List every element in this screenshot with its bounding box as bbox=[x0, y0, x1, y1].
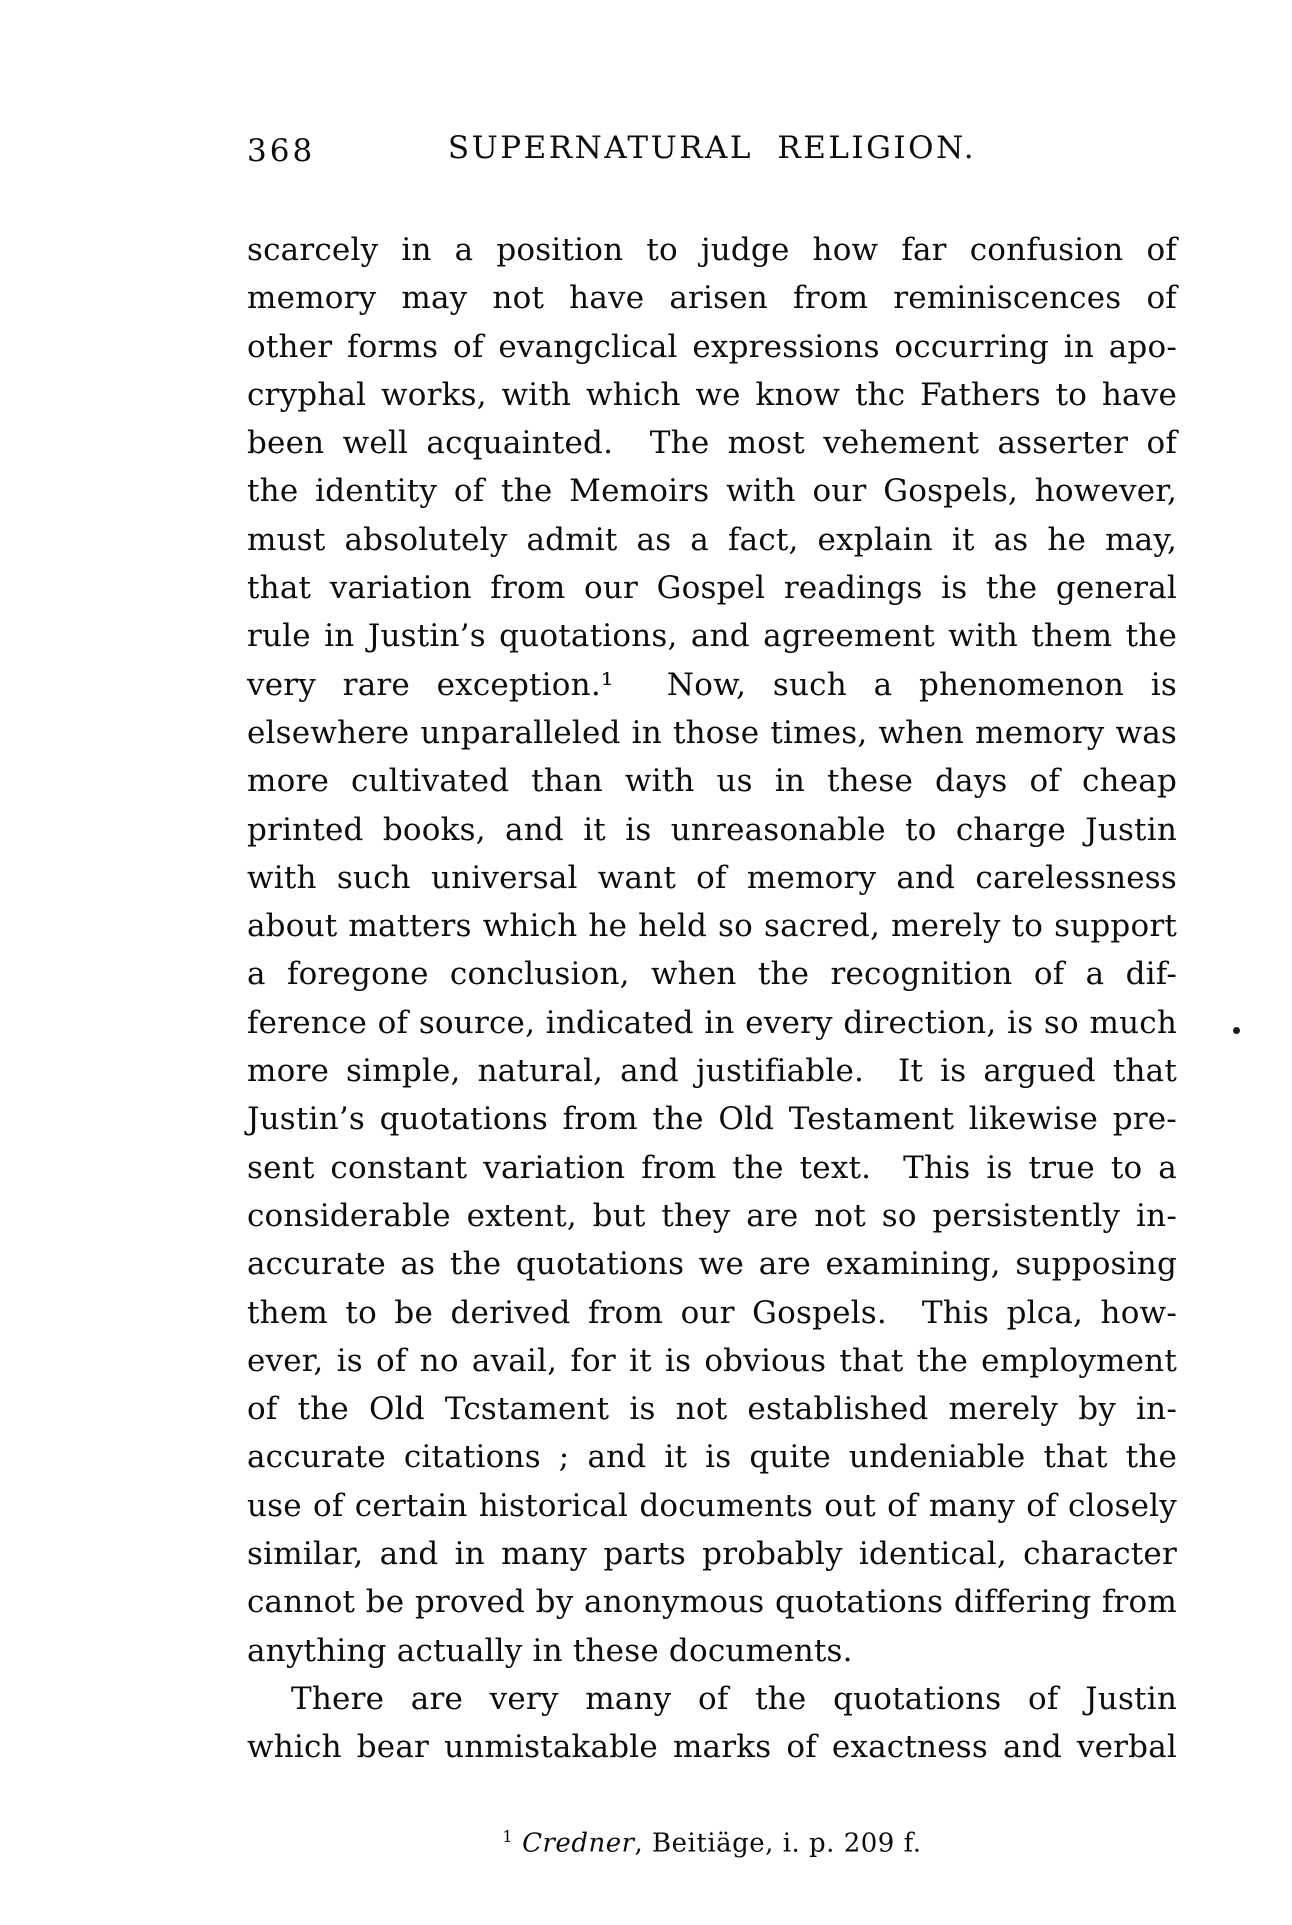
body-line: accurate citations ; and it is quite undeniable that the bbox=[247, 1439, 1177, 1476]
body-line: printed books, and it is unreasonable to charge Justin bbox=[247, 811, 1177, 848]
body-line: other forms of evangclical expressions occurring in apo- bbox=[247, 328, 1177, 365]
body-line: There are very many of the quotations of Justin bbox=[291, 1680, 1177, 1717]
body-line: been well acquainted. The most vehement asserter of bbox=[247, 425, 1177, 462]
body-line: use of certain historical documents out of many of closely bbox=[247, 1487, 1177, 1524]
body-line: very rare exception.¹ Now, such a phenomenon is bbox=[247, 666, 1177, 703]
body-line: scarcely in a position to judge how far confusion of bbox=[247, 232, 1177, 268]
body-line: with such universal want of memory and carelessness bbox=[247, 859, 1177, 896]
body-line: Justin’s quotations from the Old Testament likewise pre- bbox=[247, 1101, 1177, 1138]
body-line: a foregone conclusion, when the recognition of a dif- bbox=[247, 956, 1177, 993]
body-line: the identity of the Memoirs with our Gospels, however, bbox=[247, 473, 1177, 510]
body-line: ever, is of no avail, for it is obvious that the employment bbox=[247, 1342, 1177, 1379]
page-number: 368 bbox=[247, 133, 316, 169]
body-text bbox=[247, 226, 1177, 1772]
body-line: more cultivated than with us in these days of cheap bbox=[247, 763, 1177, 800]
footnote bbox=[247, 1827, 1177, 1859]
page-header bbox=[247, 130, 1177, 176]
body-line: considerable extent, but they are not so persistently in- bbox=[247, 1197, 1177, 1234]
body-line: similar, and in many parts probably identical, character bbox=[247, 1536, 1177, 1573]
body-line: of the Old Tcstament is not established merely by in- bbox=[247, 1391, 1177, 1428]
body-line: cryphal works, with which we know thc Fathers to have bbox=[247, 376, 1177, 413]
running-title: SUPERNATURAL RELIGION. bbox=[447, 130, 977, 166]
body-line: accurate as the quotations we are examining, supposing bbox=[247, 1246, 1177, 1283]
body-line: sent constant variation from the text. This is true to a bbox=[247, 1149, 1177, 1186]
footnote-marker: 1 bbox=[502, 1827, 514, 1846]
body-line: more simple, natural, and justifiable. It is argued that bbox=[247, 1053, 1177, 1090]
ink-speck-artifact bbox=[1233, 1027, 1240, 1034]
body-line: must absolutely admit as a fact, explain it as he may, bbox=[247, 521, 1177, 558]
body-line: about matters which he held so sacred, merely to support bbox=[247, 908, 1177, 945]
body-line: elsewhere unparalleled in those times, when memory was bbox=[247, 714, 1177, 751]
body-line: ference of source, indicated in every direction, is so much bbox=[247, 1004, 1177, 1041]
body-line: them to be derived from our Gospels. This plca, how- bbox=[247, 1294, 1177, 1331]
body-line: which bear unmistakable marks of exactness and verbal bbox=[247, 1729, 1177, 1766]
body-line: that variation from our Gospel readings is the general bbox=[247, 570, 1177, 607]
body-line: rule in Justin’s quotations, and agreement with them the bbox=[247, 618, 1177, 655]
footnote-author: Credner bbox=[522, 1828, 635, 1859]
body-line: memory may not have arisen from reminiscences of bbox=[247, 280, 1177, 317]
footnote-text: , Beitiäge, i. p. 209 f. bbox=[634, 1828, 922, 1859]
body-line: cannot be proved by anonymous quotations differing from bbox=[247, 1584, 1177, 1621]
body-line: anything actually in these documents. bbox=[247, 1632, 853, 1669]
